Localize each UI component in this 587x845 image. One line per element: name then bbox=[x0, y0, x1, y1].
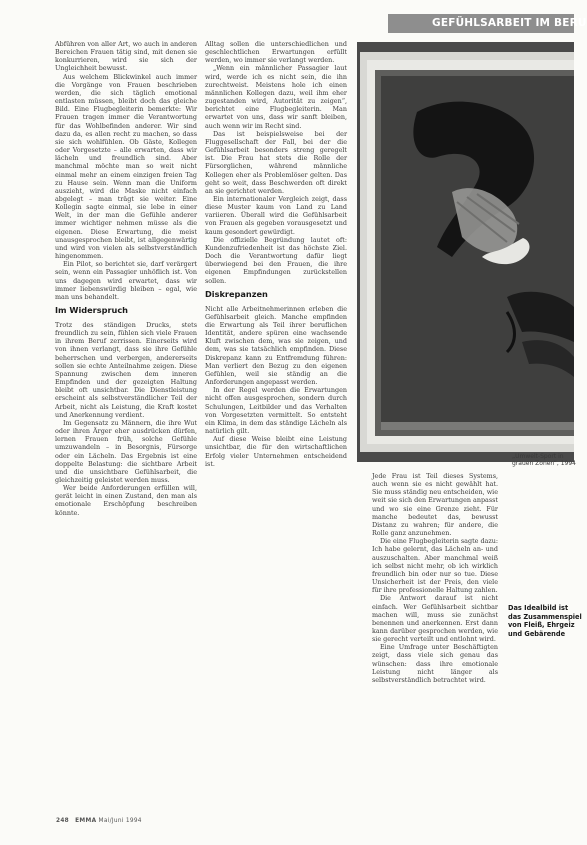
issue-date: Mai/Juni 1994 bbox=[98, 818, 142, 824]
paragraph: Auf diese Weise bleibt eine Leistung unsichtbar, die für den wirtschaftlichen Erfolg vieler Unternehmen entscheidend ist. bbox=[205, 435, 347, 468]
page-number: 248 bbox=[56, 818, 70, 824]
side-caption-line: von Fleiß, Ehrgeiz bbox=[508, 621, 575, 630]
paragraph: In der Regel werden die Erwartungen nicht offen ausgesprochen, sondern durch Schulungen, Leitbilder und das Verhalten von Vorgesetzten vermittelt. So entsteht ein Klima, in dem das ständige Lächeln als natürlich gilt. bbox=[205, 386, 347, 436]
paragraph: Nicht alle Arbeitnehmerinnen erleben die Gefühlsarbeit gleich. Manche empfinden die Erwartung als Teil ihrer beruflichen Identität, andere spüren eine wachsende Kluft zwischen dem, was sie zeigen, und dem, was sie tatsächlich empfinden. Diese Diskrepanz kann zu Entfremdung führen: Man verliert den Bezug zu den eigenen Gefühlen, weil sie ständig an die Anforderungen angepasst werden. bbox=[205, 304, 347, 387]
text-column-3 bbox=[372, 472, 498, 812]
paragraph: Jede Frau ist Teil dieses Systems, auch wenn sie es nicht gewählt hat. Sie muss ständig neu entscheiden, wie weit sie sich den Erwartungen anpasst und wo sie eine Grenze zieht. Für manche bedeutet das, bewusst Distanz zu wahren; für andere, die Rolle ganz anzunehmen. bbox=[372, 472, 498, 538]
paragraph: Ein internationaler Vergleich zeigt, dass diese Muster kaum von Land zu Land variieren. Überall wird die Gefühlsarbeit von Frauen als gegeben vorausgesetzt und kaum gesondert gewürdigt. bbox=[205, 194, 347, 236]
side-caption-line: Das Idealbild ist bbox=[508, 604, 569, 612]
paragraph: Die offizielle Begründung lautet oft: Kundenzufriedenheit ist das höchste Ziel. Doch die Verantwortung dafür liegt überwiegend bei den Frauen, die ihre eigenen Empfindungen zurückstellen sollen. bbox=[205, 235, 347, 285]
section-heading-diskrepanzen: Diskrepanzen bbox=[205, 288, 268, 299]
artwork-photo bbox=[357, 42, 574, 462]
section-header-bar bbox=[388, 14, 587, 33]
paragraph: Wer beide Anforderungen erfüllen will, gerät leicht in einen Zustand, den man als emotionale Erschöpfung beschreiben könnte. bbox=[55, 484, 197, 517]
paragraph: Trotz des ständigen Drucks, stets freundlich zu sein, fühlen sich viele Frauen in ihrem Beruf zerrissen. Einerseits wird von ihnen verlangt, dass sie ihre Gefühle beherrschen und verbergen, andererseits sollen sie echte Anteilnahme zeigen. Diese Spannung zwischen dem inneren Empfinden und der gezeigten Haltung bleibt oft unsichtbar. Die Dienstleistung erscheint als selbstverständlicher Teil der Arbeit, nicht als Leistung, die Kraft kostet und Anerkennung verdient. bbox=[55, 321, 197, 419]
text-column-2 bbox=[205, 40, 347, 810]
paragraph: Im Gegensatz zu Männern, die ihre Wut oder ihren Ärger eher ausdrücken dürfen, lernen Frauen früh, solche Gefühle umzuwandeln – in Besorgnis, Fürsorge oder ein Lächeln. Das Ergebnis ist eine doppelte Belastung: die sichtbare Arbeit und die unsichtbare Gefühlsarbeit, die gleichzeitig geleistet werden muss. bbox=[55, 418, 197, 484]
paragraph: Ein Pilot, so berichtet sie, darf verärgert sein, wenn ein Passagier unhöflich ist. Von uns dagegen wird erwartet, dass wir immer liebenswürdig bleiben – egal, wie man uns behandelt. bbox=[55, 260, 197, 301]
paragraph: Alltag sollen die unterschiedlichen und geschlechtlichen Erwartungen erfüllt werden, wo immer sie verlangt werden. bbox=[205, 40, 347, 65]
magazine-name: EMMA bbox=[75, 818, 97, 824]
section-header-title: GEFÜHLSARBEIT IM BERU bbox=[432, 17, 587, 29]
side-caption-line: das Zusammenspiel bbox=[508, 612, 582, 621]
paragraph: Das ist beispielsweise bei der Fluggesellschaft der Fall, bei der die Gefühlsarbeit besonders streng geregelt ist. Die Frau hat stets die Rolle der Fürsorglichen, während männliche Kollegen eher als Problemlöser gelten. Das geht so weit, dass Beschwerden oft direkt an sie gerichtet werden. bbox=[205, 129, 347, 195]
paragraph: Aus welchem Blickwinkel auch immer die Vorgänge von Frauen beschrieben werden, die sich täglich emotional entlasten müssen, bleibt doch das gleiche Bild. Eine Flugbegleiterin bemerkte: Wir Frauen tragen immer die Verantwortung für das Wohlbefinden anderer. Wir sind dazu da, es allen recht zu machen, so dass sie sich wohlfühlen. Ob Gäste, Kollegen oder Vorgesetzte – alle erwarten, dass wir lächeln und freundlich sind. Aber manchmal möchte man so weit nicht einmal mehr an einem einzigen freien Tag zu Hause sein. Wenn man die Uniform auszieht, wird die Maske nicht einfach abgelegt – man trägt sie weiter. Eine Kollegin sagte einmal, sie lebe in einer Welt, in der man die Gefühle anderer immer wichtiger nehmen müsse als die eigenen. Diese Erwartung, die meist unausgesprochen bleibt, ist allgegenwärtig und wird von vielen als selbstverständlich hingenommen. bbox=[55, 72, 197, 261]
paragraph: Abführen von aller Art, wo auch in anderen Bereichen Frauen tätig sind, mit denen sie konkurrieren, wird sie sich der Ungleichheit bewusst. bbox=[55, 40, 197, 73]
side-caption bbox=[508, 604, 582, 638]
photo-caption-line: „Umwelt-Sport in bbox=[512, 453, 564, 460]
section-heading-widerspruch: Im Widerspruch bbox=[55, 305, 128, 315]
photo-caption bbox=[512, 453, 574, 468]
paragraph: Die Antwort darauf ist nicht einfach. Wer Gefühlsarbeit sichtbar machen will, muss sie zunächst benennen und anerkennen. Erst dann kann darüber gesprochen werden, wie sie gerecht verteilt und entlohnt wird. bbox=[372, 594, 498, 644]
side-caption-line: und Gebärende bbox=[508, 629, 566, 638]
artwork-photo-image bbox=[357, 42, 574, 462]
paragraph: Eine Umfrage unter Beschäftigten zeigt, dass viele sich genau das wünschen: dass ihre emotionale Leistung nicht länger als selbstverständlich betrachtet wird. bbox=[372, 643, 498, 684]
paragraph: Die eine Flugbegleiterin sagte dazu: Ich habe gelernt, das Lächeln an- und auszuschalten. Aber manchmal weiß ich selbst nicht mehr, ob ich wirklich freundlich bin oder nur so tue. Diese Unsicherheit ist der Preis, den viele für ihre professionelle Haltung zahlen. bbox=[372, 537, 498, 595]
paragraph: „Wenn ein männlicher Passagier laut wird, werde ich es nicht sein, die ihn zurechtweist. Meistens hole ich einen männlichen Kollegen dazu, weil ihm eher zugestanden wird, Autorität zu zeigen“, berichtet eine Flugbegleiterin. Man erwartet von uns, dass wir sanft bleiben, auch wenn wir im Recht sind. bbox=[205, 64, 347, 130]
page-footer bbox=[56, 818, 142, 824]
photo-caption-line: grauen Zonen“, 1994 bbox=[512, 460, 576, 468]
text-column-1 bbox=[55, 40, 197, 810]
